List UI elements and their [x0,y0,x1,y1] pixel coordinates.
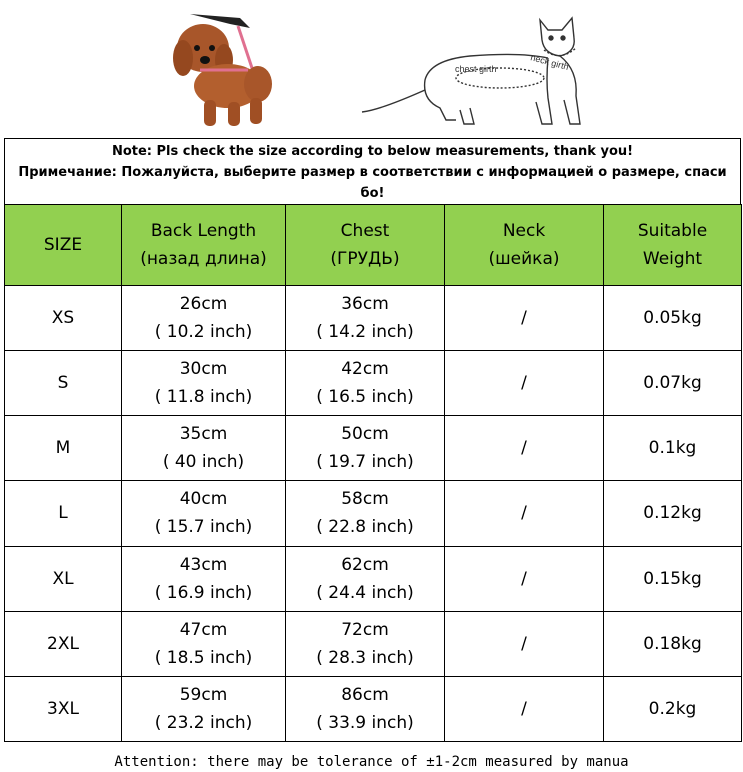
weight-cell-text: 0.15kg [643,568,702,589]
neck-cell [445,546,604,611]
weight-cell-text: 0.07kg [643,373,702,394]
weight-cell [604,611,742,676]
chest-cell [286,286,445,351]
chest-cell-text: ( 22.8 inch) [316,517,414,538]
chest-cell [286,611,445,676]
size-cell-text: M [55,438,71,459]
back-length-cell-text: 40cm [179,489,228,510]
weight-cell-text: 0.18kg [643,633,702,654]
weight-cell-text: 0.12kg [643,503,702,524]
size-cell-text: XS [51,308,75,329]
chest-cell-text: 86cm [341,684,389,705]
neck-cell [445,416,604,481]
chest-girth-label: chest girth [455,64,497,74]
size-cell [5,676,122,741]
back-length-cell-text: 47cm [179,619,228,640]
table-row [5,351,742,416]
header-weight: Suitable Weight [604,205,742,286]
size-cell-text: 2XL [47,633,79,654]
neck-cell [445,481,604,546]
header-chest: Chest (ГРУДЬ) [286,205,445,286]
size-cell [5,416,122,481]
back-length-cell [122,416,286,481]
weight-cell [604,286,742,351]
back-length-cell-text: 59cm [179,684,228,705]
size-cell [5,611,122,676]
table-row [5,286,742,351]
size-cell [5,351,122,416]
chest-cell-text: ( 16.5 inch) [316,387,414,408]
size-note [4,138,741,204]
back-length-cell-text: ( 18.5 inch) [154,647,253,668]
back-length-cell-text: 30cm [179,359,228,380]
back-length-cell-text: 35cm [179,424,228,445]
weight-cell [604,676,742,741]
neck-girth-label: neck girth [529,52,570,73]
size-cell-text: L [58,503,68,524]
table-header-row [5,205,742,286]
weight-cell-text: 0.05kg [643,308,702,329]
back-length-cell-text: ( 10.2 inch) [154,322,253,343]
chest-cell-text: 72cm [341,619,389,640]
table-row [5,416,742,481]
dog-illustration [173,14,272,126]
neck-cell-text: / [521,308,527,329]
table-row [5,546,742,611]
chest-cell-text: ( 28.3 inch) [316,647,414,668]
back-length-cell-text: ( 40 inch) [162,452,245,473]
chest-cell [286,351,445,416]
back-length-cell [122,546,286,611]
neck-cell-text: / [521,438,527,459]
chest-cell [286,416,445,481]
neck-cell-text: / [521,568,527,589]
back-length-cell-text: ( 15.7 inch) [154,517,253,538]
weight-cell [604,351,742,416]
weight-cell [604,546,742,611]
back-length-cell [122,286,286,351]
chest-cell [286,481,445,546]
illustration-area [0,0,743,138]
back-length-cell-text: ( 11.8 inch) [154,387,253,408]
chest-cell-text: ( 24.4 inch) [316,582,414,603]
chest-cell-text: 58cm [341,489,389,510]
weight-cell-text: 0.2kg [648,698,697,719]
neck-cell-text: / [521,633,527,654]
size-cell [5,481,122,546]
weight-cell [604,416,742,481]
chest-cell-text: 50cm [341,424,389,445]
back-length-cell [122,611,286,676]
chest-cell-text: ( 14.2 inch) [316,322,414,343]
back-length-cell-text: 26cm [179,294,228,315]
note-line-russian: Примечание: Пожалуйста, выберите размер в соответствии с информацией о размере, спаси [18,165,727,180]
size-cell-text: S [57,373,69,394]
neck-cell-text: / [521,698,527,719]
chest-cell-text: 42cm [341,359,389,380]
back-length-cell-text: 43cm [179,554,228,575]
size-table [4,204,742,742]
note-line-russian-cont: бо! [360,186,385,201]
chest-cell-text: 36cm [341,294,389,315]
header-back-length: Back Length (назад длина) [122,205,286,286]
neck-cell [445,351,604,416]
neck-cell [445,676,604,741]
back-length-cell [122,676,286,741]
note-line-english: Note: Pls check the size according to below measurements, thank you! [111,144,634,159]
table-row [5,481,742,546]
neck-cell [445,286,604,351]
header-size: SIZE [5,205,122,286]
table-row [5,676,742,741]
chest-cell-text: 62cm [341,554,389,575]
header-neck: Neck (шейка) [445,205,604,286]
neck-cell-text: / [521,373,527,394]
weight-cell [604,481,742,546]
back-length-cell-text: ( 23.2 inch) [154,712,253,733]
back-length-cell [122,481,286,546]
weight-cell-text: 0.1kg [648,438,697,459]
neck-cell-text: / [521,503,527,524]
table-row [5,611,742,676]
neck-cell [445,611,604,676]
size-cell [5,286,122,351]
chest-cell [286,676,445,741]
back-length-cell [122,351,286,416]
size-cell-text: 3XL [47,698,79,719]
chest-cell-text: ( 19.7 inch) [316,452,414,473]
attention-note: Attention: there may be tolerance of ±1-2cm measured by manua [114,754,629,770]
back-length-cell-text: ( 16.9 inch) [154,582,253,603]
chest-cell-text: ( 33.9 inch) [316,712,414,733]
size-cell-text: XL [52,568,74,589]
chest-cell [286,546,445,611]
size-cell [5,546,122,611]
